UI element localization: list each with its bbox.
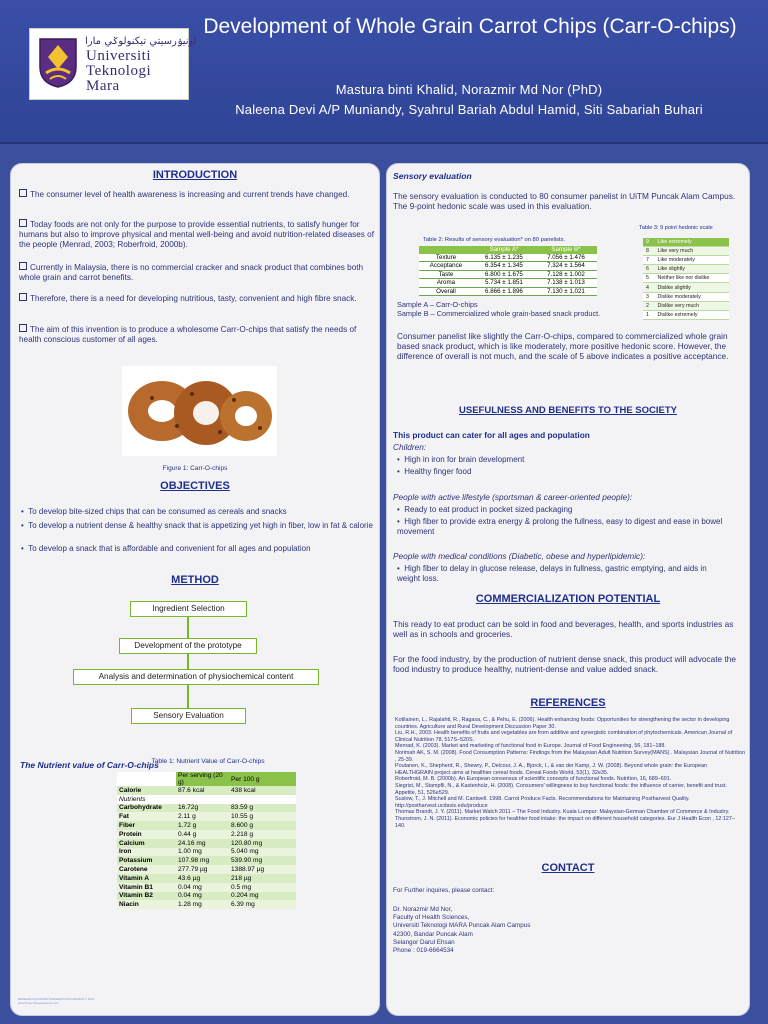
reference-item: Thomas Brandt, J. Y. (2011). Market Watch 2011 – The Food Industry. Kuala Lumpur: Malaysian-German Chamber of Commerce & Industry. — [395, 809, 730, 816]
nutrient-name-cell: Calcium — [119, 839, 145, 847]
nutrient-value-cell: 438 kcal — [231, 786, 256, 794]
reference-item: Suslow, T., J. Mitchell and M. Cantwell. 1998. Carrot Produce Facts. Recommendations for Maintaining Postharvest Quality. http://postharvest.ucdavis.edu/produce — [395, 796, 690, 809]
nutrient-value-cell: 87.6 kcal — [178, 786, 205, 794]
flow-step-4: Sensory Evaluation — [131, 708, 246, 724]
nutrient-value-cell: 16.72g — [178, 804, 199, 812]
nutrient-value-cell: 0.04 mg — [178, 892, 202, 900]
scale-label-cell: Dislike moderately — [657, 293, 701, 300]
nutrient-name-cell: Iron — [119, 848, 132, 856]
scale-label-cell: Neither like nor dislike — [657, 275, 710, 282]
hedonic-scale-table — [643, 238, 729, 320]
nutrient-value-cell — [229, 795, 296, 804]
reference-item: Siegrist, M., Stampfli, N., & Kastenholz, H. (2008). Consumers' willingness to buy functional foods: the influence of carrier, benefit and trust. Appetite, 51, 526e529. — [395, 782, 727, 796]
nutrient-value-cell: 277.79 µg — [178, 866, 208, 874]
reference-item: Liu, R.H., 2003. Health benefits of fruits and vegetables are from additive and synergistic combination of phytochemicals. American Journal of Clinical Nutrition 78, 517S–520S. — [395, 730, 733, 743]
objectives-heading: OBJECTIVES — [160, 480, 230, 492]
nutrient-name-cell: Nutrients — [119, 795, 146, 803]
logo-jawi-text: اونيۏرسيتي تيكنولوݢي مارا — [85, 36, 197, 47]
table-1-title: Table 1: Nutrient Value of Carr-O-chips — [151, 758, 265, 765]
nutrient-value-cell: 1.72 g — [178, 822, 197, 830]
contact-lead: For Further inquires, please contact: — [393, 887, 495, 894]
children-item-2: • Healthy finger food — [397, 467, 472, 476]
sensory-row — [419, 262, 597, 271]
sensory-conclusion: Consumer panelist like slightly the Carr-O-chips, compared to commercialized whole grain based snack product, which is like moderately, more positive hedonic score. However, the difference of overall is not much, and the scale of 5 above indicates a positive acceptance. — [397, 331, 729, 361]
table-2-title: Table 2: Results of sensory evaluation* on 80 panelists. — [423, 237, 566, 243]
col-per-serving: Per serving (20 g) — [176, 772, 229, 786]
usefulness-lead: This product can cater for all ages and population — [393, 430, 590, 440]
active-label: People with active lifestyle (sportsman & career-oriented people): — [393, 492, 633, 502]
contact-line: Universiti Teknologi MARA Puncak Alam Campus — [393, 922, 531, 930]
nutrient-name-cell: Potassium — [119, 857, 153, 865]
left-column-panel — [10, 163, 380, 1016]
nutrient-row — [117, 812, 296, 821]
nutrient-value-cell: 0.5 mg — [231, 883, 252, 891]
sensory-row — [419, 254, 597, 262]
reference-item: Kotilainen, L., Rajalahti, R., Ragasa, C., & Pehu, E. (2006). Health enhancing foods: Opportunities for strengthening the sector in developing countries. Agriculture and Rural Development Discussion Paper 30. — [395, 717, 730, 730]
intro-bullet-4: Therefore, there is a need for developing nutritious, tasty, convenient and high fibre snack. — [19, 293, 375, 304]
nutrient-row — [117, 856, 296, 865]
references-list — [395, 717, 745, 829]
table-3-title: Table 3: 9 point hedonic scale — [639, 225, 713, 231]
score-cell: 6.135 ± 1.235 — [485, 253, 523, 261]
nutrient-heading: The Nutrient value of Carr-O-chips — [20, 760, 159, 770]
usefulness-heading: USEFULNESS AND BENEFITS TO THE SOCIETY — [459, 405, 677, 416]
nutrient-row — [117, 830, 296, 839]
carr-o-chips-photo — [122, 366, 277, 456]
nutrient-row — [117, 874, 296, 883]
objective-3: • To develop a snack that is affordable and convenient for all ages and population — [21, 544, 311, 553]
nutrient-value-cell: 0.204 mg — [231, 892, 259, 900]
flow-step-3: Analysis and determination of physiochemical content — [73, 669, 319, 685]
scale-label-cell: Dislike very much — [657, 302, 700, 309]
intro-bullet-5: The aim of this invention is to produce a wholesome Carr-O-chips that satisfy the needs of health conscious customer of all ages. — [19, 325, 357, 344]
contact-line: Dr. Norazmir Md Nor, — [393, 906, 453, 913]
nutrient-name-cell: Vitamin B2 — [119, 892, 153, 900]
scale-value-cell: 4 — [646, 284, 649, 291]
score-cell: 5.734 ± 1.851 — [485, 279, 523, 287]
nutrient-value-cell: 5.040 mg — [231, 848, 259, 856]
poster-authors — [195, 80, 743, 120]
col-per-100g: Per 100 g — [229, 772, 296, 786]
nutrient-name-cell: Carbohydrate — [119, 804, 162, 812]
poster-title: Development of Whole Grain Carrot Chips (Carr-O-chips) — [203, 15, 737, 38]
contact-line: Selangor Darul Ehsan — [393, 938, 455, 946]
intro-bullet-3: Currently in Malaysia, there is no commercial cracker and snack product that combines both whole grain and carrot benefits. — [19, 263, 364, 282]
nutrient-value-cell: 10.55 g — [231, 813, 253, 821]
figure-1-caption: Figure 1: Carr-O-chips — [162, 465, 228, 472]
nutrient-name-cell: Vitamin B1 — [119, 883, 153, 891]
sensory-results-table — [419, 246, 597, 296]
flow-step-1: Ingredient Selection — [130, 601, 247, 617]
nutrient-row — [117, 821, 296, 830]
nutrient-value-cell: 1.28 mg — [178, 901, 202, 909]
nutrient-value-cell: 2.11 g — [178, 813, 196, 821]
scale-value-cell: 5 — [646, 275, 649, 282]
nutrient-value-cell: 83.59 g — [231, 804, 253, 812]
score-cell: 6.354 ± 1.345 — [485, 262, 523, 270]
hedonic-row — [643, 283, 729, 292]
col-sample-a: Sample A* — [489, 246, 519, 254]
reference-item: Poutanen, K., Shepherd, R., Shewry, P., Delcour, J. A., Bjorck, I., & van der Kamp, J. W. (2008). Beyond whole grain: the European HEALTHGRAIN project aims at healthier cereal foods. Cereal Foods World, 53(1), 32e35. — [395, 763, 708, 776]
right-column-panel — [386, 163, 750, 1016]
logo-line-2: Teknologi — [86, 63, 152, 79]
contact-line: 42300, Bandar Puncak Alam — [393, 930, 473, 938]
nutrient-name-cell: Carotene — [119, 866, 148, 874]
hedonic-row — [643, 274, 729, 283]
nutrient-value-cell: 43.6 µg — [178, 874, 201, 882]
hedonic-row — [643, 310, 729, 319]
nutrient-value-cell: 0.04 mg — [178, 883, 202, 891]
medical-item-1: • High fiber to delay in glucose release, delays in fullness, gastric emptying, and aids in weight loss. — [397, 564, 707, 583]
intro-bullet-1: The consumer level of health awareness is increasing and current trends have changed. — [19, 189, 375, 200]
contact-phone: Phone : 019-6664534 — [393, 947, 454, 955]
scale-label-cell: Dislike extremely — [657, 311, 698, 318]
attribute-cell: Texture — [435, 253, 457, 261]
poster-header — [0, 0, 768, 144]
scale-label-cell: Dislike slightly — [657, 284, 691, 291]
nutrient-name-cell: Vitamin A — [119, 874, 150, 882]
score-cell: 6.866 ± 1.896 — [485, 287, 523, 295]
authors-line-1: Mastura binti Khalid, Norazmir Md Nor (PhD) — [335, 82, 603, 97]
introduction-heading: INTRODUCTION — [152, 169, 238, 181]
nutrient-name-cell: Fat — [119, 813, 129, 821]
nutrient-value-cell — [176, 795, 229, 804]
score-cell: 7.130 ± 1.021 — [547, 287, 585, 295]
scale-value-cell: 7 — [646, 257, 649, 264]
nutrient-row — [117, 786, 296, 795]
medical-label: People with medical conditions (Diabetic, obese and hyperlipidemic): — [393, 551, 646, 561]
intro-bullet-2: Today foods are not only for the purpose to provide essential nutrients, to satisfy hunger for humans but also to improve physical and mental well-being and avoid nutrition-related diseases of the people (Menrad, 2003; Roberfroid, 2000b). — [19, 220, 374, 249]
nutrient-value-cell: 2.218 g — [231, 830, 253, 838]
attribute-cell: Acceptance — [429, 262, 463, 270]
children-label: Children: — [393, 442, 427, 452]
reference-item: Thunstrom, J. N. (2011). Economic policies for healthier food intake: the impact on different household categories. Eur J Health Econ , 12:127–140. — [395, 815, 735, 829]
nutrient-name-cell: Calorie — [119, 786, 142, 794]
scale-label-cell: Like very much — [657, 248, 694, 255]
footer-credit — [18, 997, 94, 1005]
contact-details — [393, 906, 530, 955]
nutrient-value-cell: 1.00 mg — [178, 848, 202, 856]
objective-2: • To develop a nutrient dense & healthy snack that is appetizing yet high in fiber, low in fat & calorie — [21, 521, 373, 530]
hedonic-row — [643, 265, 729, 274]
method-heading: METHOD — [171, 574, 219, 586]
active-item-2: • High fiber to provide extra energy & prolong the fullness, easy to digest and ease in bowel movement — [397, 517, 723, 536]
uitm-logo — [29, 28, 197, 100]
scale-label-cell: Like moderately — [657, 257, 695, 264]
scale-label-cell: Like extremely — [657, 239, 692, 246]
nutrient-value-cell: 8.600 g — [231, 822, 253, 830]
score-cell: 6.800 ± 1.675 — [485, 270, 523, 278]
col-sample-b: Sample B* — [551, 246, 581, 254]
sample-a-label: Sample A – Carr-O-chips — [397, 300, 478, 309]
nutrient-row — [117, 795, 296, 804]
sensory-heading: Sensory evaluation — [393, 171, 472, 181]
commercialization-heading: COMMERCIALIZATION POTENTIAL — [475, 593, 661, 605]
flow-step-2: Development of the prototype — [119, 638, 257, 654]
scale-value-cell: 6 — [646, 266, 649, 273]
references-heading: REFERENCES — [530, 697, 606, 709]
children-item-1: • High in iron for brain development — [397, 455, 525, 464]
logo-line-1: Universiti — [86, 48, 151, 64]
nutrient-value-cell: 0.44 g — [178, 830, 197, 838]
score-cell: 7.138 ± 1.013 — [547, 279, 585, 287]
objective-1: • To develop bite-sized chips that can be consumed as cereals and snacks — [21, 507, 287, 516]
authors-line-2: Naleena Devi A/P Muniandy, Syahrul Bariah Abdul Hamid, Siti Sabariah Buhari — [235, 102, 703, 117]
hedonic-row — [643, 247, 729, 256]
reference-item: Menrad, K. (2003). Market and marketing of functional food in Europe. Journal of Food Engineering, 56, 181–188. — [395, 743, 666, 750]
attribute-cell: Taste — [438, 270, 454, 278]
scale-label-cell: Like slightly — [657, 266, 685, 273]
hedonic-row — [643, 256, 729, 265]
nutrient-row — [117, 848, 296, 857]
attribute-cell: Overall — [436, 287, 456, 295]
logo-wordmark — [86, 49, 151, 94]
sample-b-label: Sample B – Commercialized whole grain-based snack product. — [397, 309, 601, 318]
attribute-cell: Aroma — [436, 279, 456, 287]
scale-value-cell: 2 — [646, 302, 649, 309]
uitm-shield-icon — [38, 37, 78, 89]
nutrient-value-cell: 6.39 mg — [231, 901, 255, 909]
scale-value-cell: 9 — [646, 239, 649, 246]
hedonic-row — [643, 301, 729, 310]
nutrient-name-cell: Fiber — [119, 822, 136, 830]
sensory-row — [419, 279, 597, 288]
nutrient-row — [117, 804, 296, 813]
commercialization-para-2: For the food industry, by the production of nutrient dense snack, this product will advocate the food industry to produce healthy, nutrient-dense and value added snack. — [393, 654, 736, 674]
logo-line-3: Mara — [86, 78, 120, 94]
nutrient-value-cell: 107.98 mg — [178, 857, 210, 865]
scale-value-cell: 1 — [646, 311, 649, 318]
nutrient-table — [117, 772, 296, 909]
active-item-1: • Ready to eat product in pocket sized packaging — [397, 505, 573, 514]
commercialization-para-1: This ready to eat product can be sold in food and beverages, health, and sports industries as well as in schools and groceries. — [393, 619, 734, 639]
nutrient-name-cell: Niacin — [119, 901, 139, 909]
sensory-intro: The sensory evaluation is conducted to 80 consumer panelist in UiTM Puncak Alam Campus. The 9-point hedonic scale was used in this evaluation. — [393, 191, 736, 211]
nutrient-value-cell: 218 µg — [231, 874, 252, 882]
sensory-row — [419, 270, 597, 279]
sample-legend — [397, 300, 600, 318]
nutrient-name-cell: Protein — [119, 830, 142, 838]
score-cell: 7.324 ± 1.564 — [547, 262, 585, 270]
nutrient-value-cell: 1388.97 µg — [231, 866, 265, 874]
contact-line: Faculty of Health Sciences, — [393, 914, 470, 922]
nutrient-row — [117, 883, 296, 892]
nutrient-value-cell: 539.90 mg — [231, 857, 263, 865]
scale-value-cell: 8 — [646, 248, 649, 255]
reference-item: Roberfroid, M. B. (2000b). An European consensus of scientific concepts of functional foods. Nutrition, 16, 689–691. — [395, 776, 672, 783]
reference-item: Norimah AK, S. M. (2008). Food Consumption Patterns: Findings from the Malaysian Adult Nutrition Survey(MANS) . Malaysian Journal of Nutrition , 25-39. — [395, 749, 745, 763]
sensory-row — [419, 287, 597, 296]
contact-heading: CONTACT — [541, 862, 595, 874]
footer-line-1: RESEARCH POSTER PRESENTATION DESIGN © 2011 — [18, 997, 95, 1001]
nutrient-value-cell: 120.80 mg — [231, 839, 263, 847]
scale-value-cell: 3 — [646, 293, 649, 300]
nutrient-row — [117, 839, 296, 848]
hedonic-row — [643, 238, 729, 247]
nutrient-row — [117, 892, 296, 901]
hedonic-row — [643, 292, 729, 301]
score-cell: 7.056 ± 1.476 — [547, 253, 585, 261]
nutrient-row — [117, 900, 296, 909]
nutrient-value-cell: 24.16 mg — [178, 839, 206, 847]
score-cell: 7.128 ± 1.002 — [547, 270, 585, 278]
nutrient-row — [117, 865, 296, 874]
footer-line-2: www.PosterPresentations.com — [18, 1001, 59, 1005]
